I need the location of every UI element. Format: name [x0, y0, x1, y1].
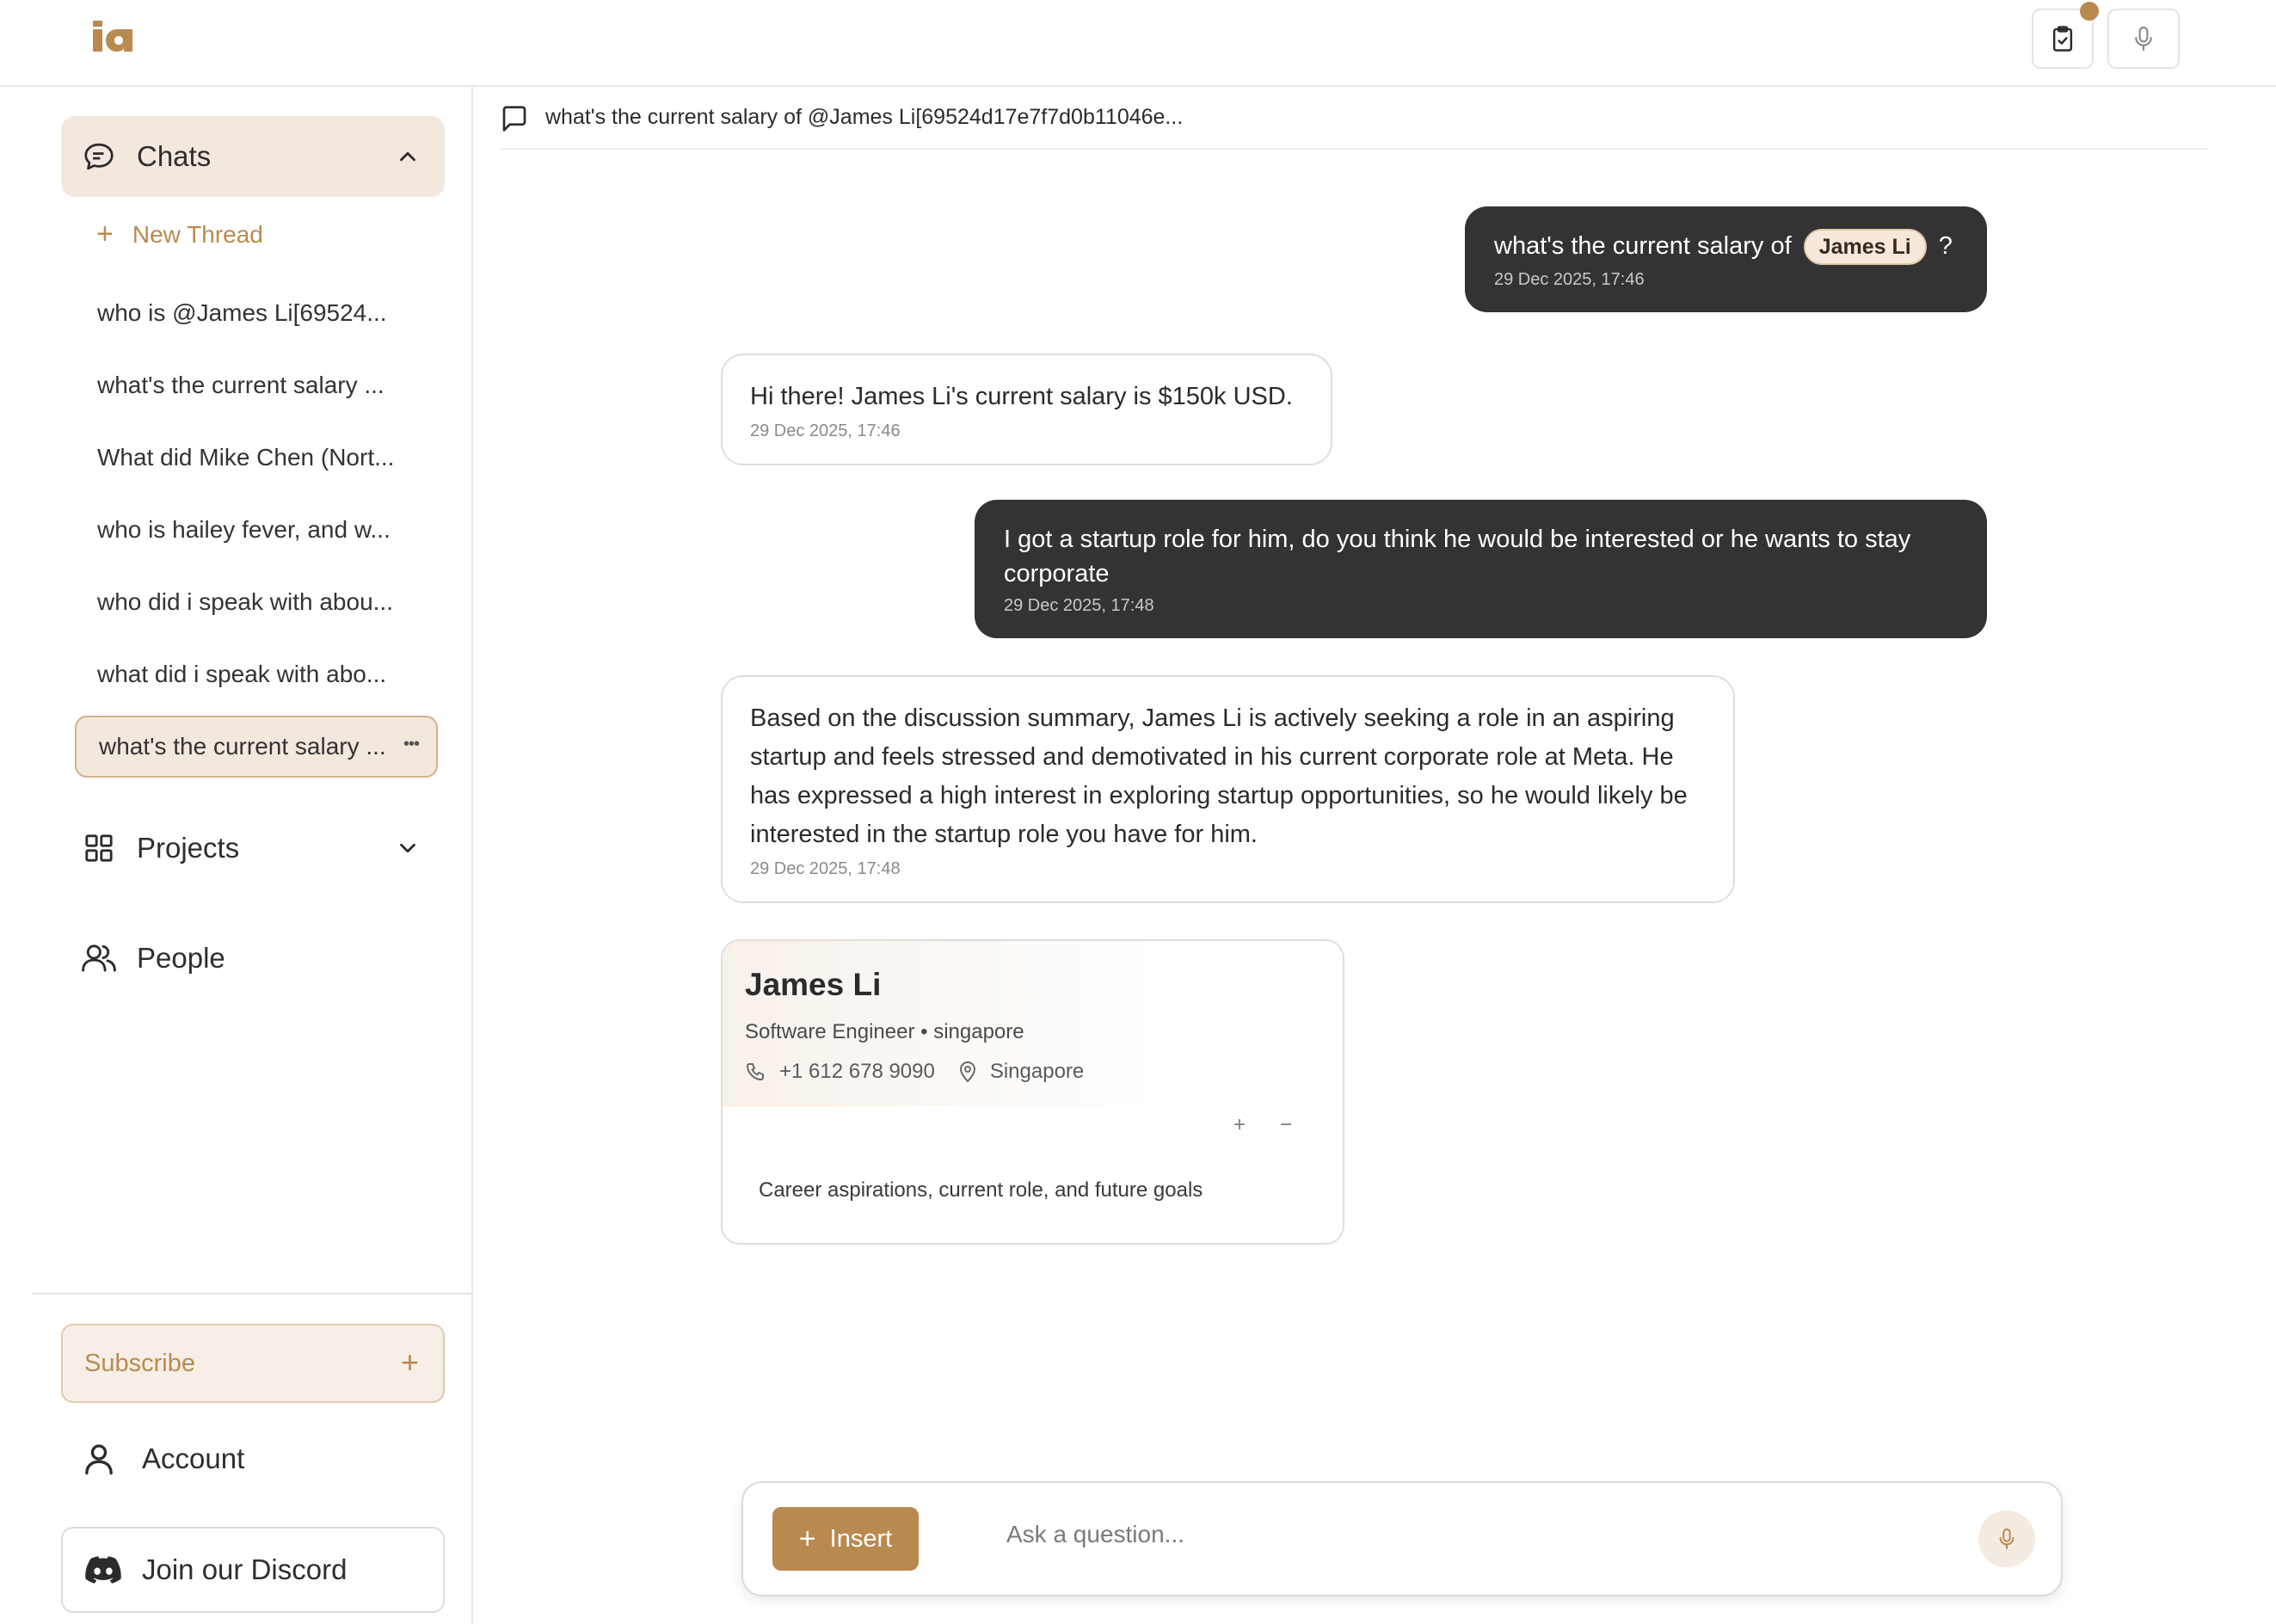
thread-item-active[interactable]: what's the current salary ... •••	[75, 716, 438, 778]
user-icon	[82, 1442, 116, 1476]
message-timestamp: 29 Dec 2025, 17:46	[750, 421, 901, 440]
map-pin-icon	[957, 1061, 978, 1083]
grid-icon	[82, 831, 116, 865]
message-timestamp: 29 Dec 2025, 17:46	[1494, 270, 1645, 290]
user-message: what's the current salary of James Li ? 29 Dec 2025, 17:46	[1465, 206, 1987, 312]
projects-section-header[interactable]	[61, 808, 445, 889]
composer-mic-button[interactable]	[1978, 1510, 2035, 1567]
insert-label: Insert	[829, 1524, 893, 1553]
voice-button[interactable]	[2107, 9, 2180, 69]
person-contact-row	[745, 1060, 1084, 1084]
subscribe-label: Subscribe	[84, 1349, 195, 1377]
top-bar	[0, 0, 2276, 87]
message-square-icon	[501, 105, 528, 132]
plus-icon: +	[400, 1344, 419, 1380]
ask-question-input[interactable]	[1006, 1509, 1953, 1560]
subscribe-button[interactable]	[61, 1324, 445, 1403]
user-message: I got a startup role for him, do you think he would be interested or he wants to stay corporate 29 Dec 2025, 17:48	[975, 500, 1987, 638]
message-timestamp: 29 Dec 2025, 17:48	[750, 859, 901, 878]
person-name: James Li	[745, 967, 882, 1002]
thread-item[interactable]: What did Mike Chen (Nort...	[97, 444, 395, 471]
people-label: People	[137, 942, 225, 974]
chats-label: Chats	[137, 140, 212, 172]
person-mention-chip[interactable]: James Li	[1804, 229, 1927, 265]
microphone-icon	[1997, 1527, 2016, 1551]
thread-title: what's the current salary of @James Li[69524d17e7f7d0b11046e...	[545, 105, 1184, 129]
collapse-button[interactable]: −	[1280, 1113, 1293, 1136]
person-note: Career aspirations, current role, and future goals	[759, 1178, 1203, 1202]
people-nav-item[interactable]	[61, 918, 445, 999]
new-thread-button[interactable]	[96, 218, 263, 251]
account-nav-item[interactable]	[82, 1442, 244, 1476]
discord-label: Join our Discord	[142, 1553, 348, 1585]
microphone-icon	[2132, 25, 2155, 52]
discord-icon	[85, 1556, 121, 1584]
thread-title-bar	[501, 102, 2209, 150]
chevron-up-icon	[395, 144, 421, 169]
discord-button[interactable]	[61, 1527, 445, 1613]
chat-bubble-icon	[82, 139, 116, 174]
thread-item[interactable]: who did i speak with abou...	[97, 588, 393, 615]
plus-icon: +	[96, 218, 114, 250]
thread-item[interactable]: who is @James Li[69524...	[97, 299, 387, 326]
thread-item[interactable]: what did i speak with abo...	[97, 661, 387, 687]
sidebar	[0, 87, 473, 1624]
more-options-icon[interactable]: •••	[403, 735, 419, 754]
expand-button[interactable]: +	[1233, 1113, 1246, 1136]
thread-item[interactable]: who is hailey fever, and w...	[97, 516, 391, 543]
phone-icon	[745, 1061, 766, 1082]
chevron-down-icon	[395, 835, 421, 861]
person-subtitle: Software Engineer • singapore	[745, 1020, 1024, 1043]
new-thread-label: New Thread	[132, 220, 263, 248]
account-label: Account	[142, 1443, 245, 1474]
chats-section-header[interactable]	[61, 116, 445, 197]
notification-dot	[2080, 2, 2099, 21]
users-icon	[82, 941, 116, 975]
projects-label: Projects	[137, 832, 240, 864]
assistant-message: Based on the discussion summary, James Li is actively seeking a role in an aspiring startup and feels stressed and demotivated in his current corporate role at Meta. He has expressed a high interest in exploring startup opportunities, so he would likely be interested in the startup role you have for him. 29 Dec 2025, 17:48	[721, 675, 1735, 903]
plus-icon: +	[798, 1522, 816, 1555]
sidebar-divider	[33, 1293, 473, 1295]
message-timestamp: 29 Dec 2025, 17:48	[1004, 596, 1154, 615]
person-card[interactable]	[721, 939, 1344, 1245]
insert-button[interactable]	[772, 1507, 919, 1571]
clipboard-check-icon	[2050, 25, 2076, 52]
composer	[741, 1481, 2063, 1596]
person-phone[interactable]: +1 612 678 9090	[779, 1060, 935, 1083]
thread-item[interactable]: what's the current salary ...	[97, 372, 384, 398]
ia-logo-icon[interactable]	[91, 19, 134, 53]
person-location: Singapore	[989, 1060, 1085, 1083]
assistant-message: Hi there! James Li's current salary is $150k USD. 29 Dec 2025, 17:46	[721, 354, 1332, 465]
